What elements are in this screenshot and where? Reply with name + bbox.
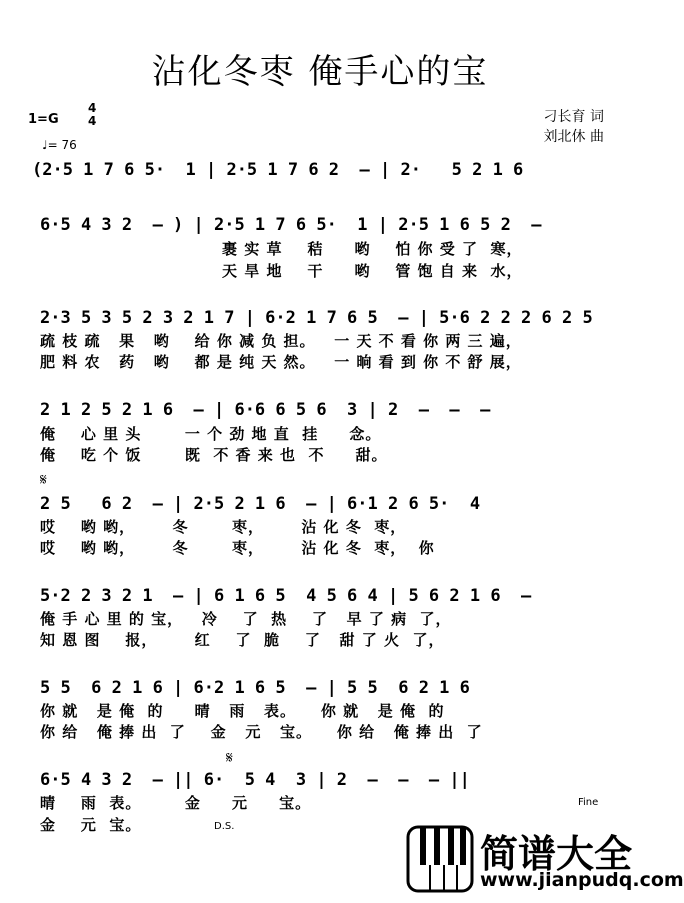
- notes-row-6: 5·2 2 3 2 1 — | 6 1 6 5 4 5 6 4 | 5 6 2 1 6 —: [40, 586, 532, 606]
- logo-url: www.jianpudq.com: [480, 869, 684, 891]
- notes-row-5: 2 5 6 2 — | 2·5 2 1 6 — | 6·1 2 6 5· 4: [40, 494, 481, 514]
- meter-top: 4: [88, 101, 97, 115]
- meter-bottom: 4: [88, 114, 97, 128]
- fine-mark: Fine: [578, 797, 599, 808]
- notes-row-7: 5 5 6 2 1 6 | 6·2 1 6 5 — | 5 5 6 2 1 6: [40, 678, 470, 698]
- notes-row-2: 6·5 4 3 2 — ) | 2·5 1 7 6 5· 1 | 2·5 1 6 5 2 —: [40, 215, 542, 235]
- key-signature: 1=G: [28, 112, 59, 127]
- composer-credit: 刘北休 曲: [543, 129, 604, 145]
- lyrics-row-4-verse-2: 俺 吃 个 饭 既 不 香 来 也 不 甜。: [40, 446, 388, 464]
- lyrics-row-5-verse-2: 哎 哟 哟， 冬 枣， 沾 化 冬 枣， 你: [40, 539, 435, 557]
- notes-row-8: 6·5 4 3 2 — || 6· 5 4 3 | 2 — — — ||: [40, 770, 470, 790]
- lyrics-row-2-verse-2: 天 旱 地 干 哟 管 饱 自 来 水，: [222, 262, 523, 280]
- page-title: 沾化冬枣 俺手心的宝: [151, 52, 489, 92]
- lyrics-row-6-verse-2: 知 恩 图 报， 红 了 脆 了 甜 了 火 了，: [40, 631, 445, 649]
- lyricist-credit: 刁长育 词: [543, 109, 604, 125]
- lyrics-row-4-verse-1: 俺 心 里 头 一 个 劲 地 直 挂 念。: [40, 425, 382, 443]
- notes-row-1: (2·5 1 7 6 5· 1 | 2·5 1 7 6 2 — | 2· 5 2 1 6: [32, 160, 524, 180]
- lyrics-row-7-verse-1: 你 就 是 俺 的 晴 雨 表。 你 就 是 俺 的: [40, 702, 445, 720]
- piano-keys-icon: [406, 823, 476, 895]
- segno-sign-2: 𝄋: [226, 748, 233, 767]
- lyrics-row-3-verse-1: 疏 枝 疏 果 哟 给 你 减 负 担。 一 天 不 看 你 两 三 遍，: [40, 332, 522, 350]
- notes-row-3: 2·3 5 3 5 2 3 2 1 7 | 6·2 1 7 6 5 — | 5·6 2 2 2 6 2 5: [40, 308, 593, 328]
- lyrics-row-8-verse-2: 金 元 宝。: [40, 816, 142, 834]
- lyrics-row-5-verse-1: 哎 哟 哟， 冬 枣， 沾 化 冬 枣，: [40, 518, 407, 536]
- time-signature: [88, 102, 96, 128]
- lyrics-row-8-verse-1: 晴 雨 表。 金 元 宝。: [40, 794, 312, 812]
- notes-row-4: 2 1 2 5 2 1 6 — | 6·6 6 5 6 3 | 2 — — —: [40, 400, 491, 420]
- lyrics-row-3-verse-2: 肥 料 农 药 哟 都 是 纯 天 然。 一 晌 看 到 你 不 舒 展，: [40, 353, 522, 371]
- tempo-marking: ♩= 76: [42, 138, 77, 152]
- segno-sign: 𝄋: [40, 470, 47, 489]
- ds-mark: D.S.: [214, 821, 235, 832]
- lyrics-row-6-verse-1: 俺 手 心 里 的 宝， 冷 了 热 了 早 了 病 了，: [40, 610, 452, 628]
- site-logo: [406, 823, 684, 895]
- lyrics-row-2-verse-1: 裹 实 草 秸 哟 怕 你 受 了 寒，: [222, 240, 523, 258]
- logo-text: 简谱大全: [480, 832, 633, 876]
- lyrics-row-7-verse-2: 你 给 俺 捧 出 了 金 元 宝。 你 给 俺 捧 出 了: [40, 723, 483, 741]
